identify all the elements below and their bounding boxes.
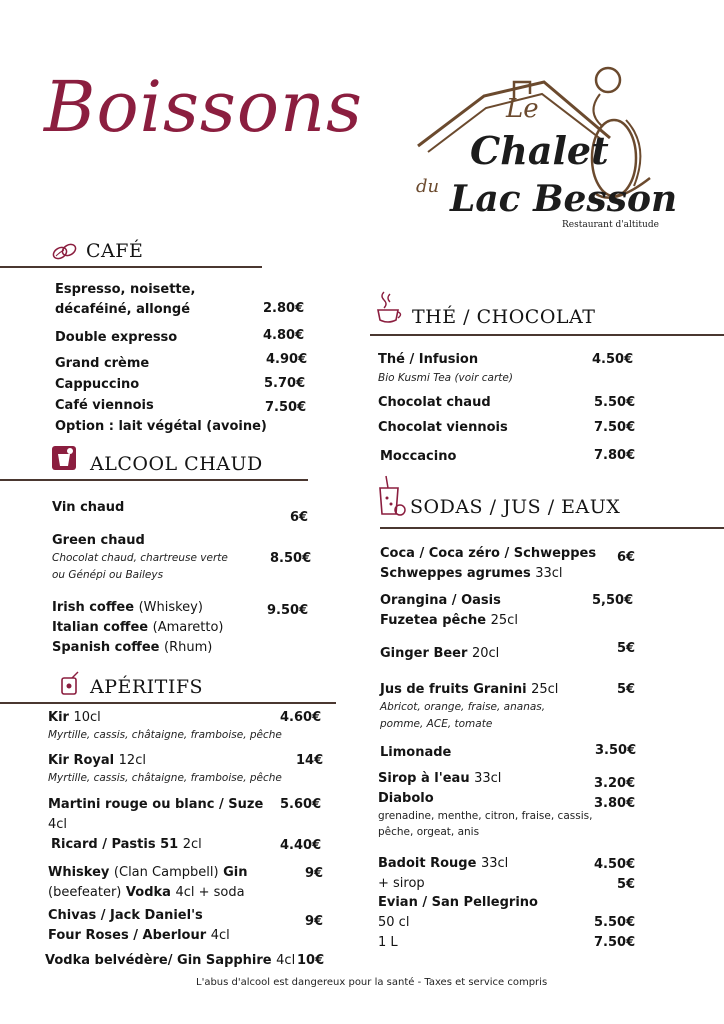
page-title: Boissons	[44, 66, 363, 148]
logo-lac-besson: Lac Besson	[450, 178, 678, 220]
price: 4.40€	[280, 838, 322, 853]
menu-item-the-infusion: Thé / Infusion	[378, 352, 479, 367]
item-name: Kir Royal	[48, 753, 115, 768]
menu-item-spanish-coffee	[52, 640, 212, 655]
item-name: Vodka belvédère/ Gin Sapphire	[45, 953, 272, 968]
price: 5.50€	[594, 915, 636, 930]
item-volume: 50 cl	[378, 915, 410, 930]
menu-item-italian-coffee	[52, 620, 224, 635]
price: 5€	[617, 641, 636, 656]
price: 4.90€	[266, 352, 308, 367]
item-volume: 33cl	[480, 856, 509, 871]
price: 9€	[305, 866, 324, 881]
item-name: Spanish coffee	[52, 640, 160, 655]
menu-item-four-roses	[48, 928, 230, 943]
price: 4.80€	[263, 328, 305, 343]
price: 6€	[290, 510, 309, 525]
price: 2.80€	[263, 301, 305, 316]
menu-item-vin-chaud: Vin chaud	[52, 500, 125, 515]
menu-item-martini: Martini rouge ou blanc / Suze	[48, 797, 264, 812]
item-description: Chocolat chaud, chartreuse verte	[52, 552, 228, 564]
menu-item-badoit	[378, 856, 508, 871]
item-note: 4cl + soda	[175, 885, 245, 900]
price: 5.60€	[280, 797, 322, 812]
section-divider	[0, 479, 308, 481]
price: 9.50€	[267, 603, 309, 618]
item-volume: 1 L	[378, 935, 398, 950]
item-volume: 12cl	[118, 753, 146, 768]
menu-item-sirop	[378, 771, 501, 786]
menu-item-kir-royal	[48, 753, 146, 768]
mulled-wine-icon	[48, 442, 80, 474]
menu-item-evian: Evian / San Pellegrino	[378, 895, 538, 910]
menu-item-green-chaud: Green chaud	[52, 533, 145, 548]
item-description: Myrtille, cassis, châtaigne, framboise, pêche	[48, 729, 282, 741]
price: 7.50€	[265, 400, 307, 415]
item-name: Schweppes agrumes	[380, 566, 531, 581]
section-divider	[370, 334, 724, 336]
item-name: Kir	[48, 710, 69, 725]
tea-cup-icon	[374, 290, 404, 326]
soda-glass-icon	[376, 474, 406, 518]
cocktail-glass-icon	[56, 670, 84, 698]
item-volume-text: 4cl	[48, 817, 68, 832]
section-title-aperitifs: APÉRITIFS	[90, 676, 204, 698]
menu-item-schweppes-agrumes	[380, 566, 563, 581]
item-name: Gin	[223, 865, 248, 880]
menu-item-cappuccino: Cappuccino	[55, 377, 140, 392]
menu-item-fuzetea	[380, 613, 518, 628]
menu-item-chivas: Chivas / Jack Daniel's	[48, 908, 203, 923]
price: 5,50€	[592, 593, 634, 608]
menu-item-diabolo: Diabolo	[378, 791, 434, 806]
menu-item-ginger-beer	[380, 646, 499, 661]
menu-item-grand-creme: Grand crème	[55, 356, 150, 371]
item-volume: 4cl	[276, 953, 296, 968]
item-note: (Clan Campbell)	[113, 865, 219, 880]
price: 6€	[617, 550, 636, 565]
menu-item-irish-coffee	[52, 600, 203, 615]
item-volume: 25cl	[490, 613, 518, 628]
item-description: Abricot, orange, fraise, ananas,	[380, 701, 546, 713]
item-note: (Rhum)	[164, 640, 213, 655]
item-name: Jus de fruits Granini	[380, 682, 527, 697]
menu-item-limonade: Limonade	[380, 745, 452, 760]
section-title-sodas: SODAS / JUS / EAUX	[410, 496, 621, 518]
menu-item-sirop-add	[378, 876, 425, 891]
item-volume: 2cl	[182, 837, 202, 852]
price: 5€	[617, 877, 636, 892]
item-volume: 10cl	[73, 710, 101, 725]
item-description: grenadine, menthe, citron, fraise, cassis,	[378, 810, 593, 822]
price: 14€	[296, 753, 324, 768]
item-name: Vodka	[125, 885, 171, 900]
section-title-cafe: CAFÉ	[86, 240, 144, 262]
price: 4.50€	[594, 857, 636, 872]
item-volume: 4cl	[210, 928, 230, 943]
menu-item-evian-50cl	[378, 915, 409, 930]
item-name: Italian coffee	[52, 620, 149, 635]
menu-item-gin-vodka	[48, 885, 245, 900]
section-divider	[0, 702, 336, 704]
item-note: (beefeater)	[48, 885, 122, 900]
menu-item-moccacino: Moccacino	[380, 449, 457, 464]
price: 4.50€	[592, 352, 634, 367]
section-title-alcool-chaud: ALCOOL CHAUD	[90, 453, 263, 475]
item-name: Four Roses / Aberlour	[48, 928, 207, 943]
price: 3.80€	[594, 796, 636, 811]
menu-item-whiskey	[48, 865, 247, 880]
item-volume: 25cl	[531, 682, 559, 697]
item-volume: 33cl	[474, 771, 502, 786]
price: 5.70€	[264, 376, 306, 391]
menu-item-coca: Coca / Coca zéro / Schweppes	[380, 546, 597, 561]
menu-item-vodka-belvedere	[45, 953, 295, 968]
item-volume: 20cl	[471, 646, 500, 661]
item-description: pêche, orgeat, anis	[378, 826, 480, 838]
item-description: Bio Kusmi Tea (voir carte)	[378, 372, 513, 384]
price: 5€	[617, 682, 636, 697]
price: 7.50€	[594, 935, 636, 950]
menu-item-double-expresso: Double expresso	[55, 330, 178, 345]
item-name: Sirop à l'eau	[378, 771, 470, 786]
item-name: Ginger Beer	[380, 646, 468, 661]
menu-item-ricard	[51, 837, 202, 852]
price: 9€	[305, 914, 324, 929]
item-volume: 33cl	[535, 566, 563, 581]
logo-le: Le	[506, 94, 539, 124]
item-volume	[48, 817, 67, 832]
item-note: (Amaretto)	[152, 620, 224, 635]
menu-item-chocolat-chaud: Chocolat chaud	[378, 395, 491, 410]
item-name: Ricard / Pastis 51	[51, 837, 179, 852]
menu-item-espresso-line2: décaféiné, allongé	[55, 302, 191, 317]
price: 7.50€	[594, 420, 636, 435]
item-description: pomme, ACE, tomate	[380, 718, 493, 730]
logo-chalet: Chalet	[470, 128, 609, 173]
price: 3.20€	[594, 776, 636, 791]
section-divider	[380, 527, 724, 529]
section-title-the-chocolat: THÉ / CHOCOLAT	[412, 306, 596, 328]
price: 7.80€	[594, 448, 636, 463]
price: 8.50€	[270, 551, 312, 566]
menu-option: Option : lait végétal (avoine)	[55, 419, 267, 434]
logo-du: du	[416, 176, 440, 197]
item-name: Badoit Rouge	[378, 856, 477, 871]
menu-item-evian-1l	[378, 935, 398, 950]
item-name: Irish coffee	[52, 600, 135, 615]
menu-item-cafe-viennois: Café viennois	[55, 398, 154, 413]
menu-item-chocolat-viennois: Chocolat viennois	[378, 420, 508, 435]
logo-tagline: Restaurant d'altitude	[562, 220, 659, 230]
coffee-beans-icon	[50, 238, 78, 266]
item-description: ou Génépi ou Baileys	[52, 569, 164, 581]
price: 4.60€	[280, 710, 322, 725]
menu-item-orangina: Orangina / Oasis	[380, 593, 501, 608]
price: 3.50€	[595, 743, 637, 758]
footer-notice: L'abus d'alcool est dangereux pour la santé - Taxes et service compris	[196, 977, 548, 988]
menu-item-kir	[48, 710, 101, 725]
menu-item-espresso: Espresso, noisette,	[55, 282, 196, 297]
item-note: (Whiskey)	[138, 600, 203, 615]
item-name: Fuzetea pêche	[380, 613, 487, 628]
price: 10€	[297, 953, 325, 968]
price: 5.50€	[594, 395, 636, 410]
menu-item-jus-granini	[380, 682, 558, 697]
section-divider	[0, 266, 262, 268]
item-name: Whiskey	[48, 865, 110, 880]
restaurant-logo	[414, 60, 676, 235]
item-description: Myrtille, cassis, châtaigne, framboise, pêche	[48, 772, 282, 784]
item-name: + sirop	[378, 876, 425, 891]
